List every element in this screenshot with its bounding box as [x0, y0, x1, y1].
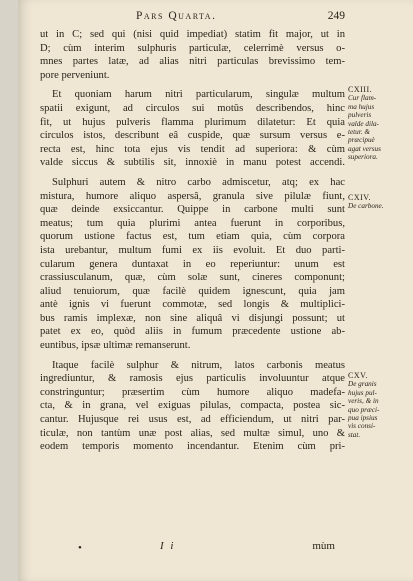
sidenote-line: tetur. &	[348, 128, 370, 137]
text-line: quæ deinde exsiccantur. Quippe in carbone multi sunt	[40, 204, 345, 216]
text-line: cta, & in grana, vel exiguas pilulas, compacta, postea sic-	[40, 400, 345, 412]
sidenote-cxiii	[348, 86, 410, 162]
text-line: fit, ut hujus pulveris flamma plurimum dilatetur: Et quia	[40, 116, 345, 128]
text-line: bus ramis implexæ, non sine aliquâ vi disjungi possunt; ut	[40, 312, 345, 324]
paragraph	[40, 88, 345, 170]
sidenote-line: hujus pul-	[348, 388, 377, 397]
sidenote-line: præcipuè	[348, 136, 375, 145]
text-line: quorum ustione factus est, tum etiam quia, cùm corpora	[40, 231, 345, 243]
signature-mark: I i	[160, 540, 176, 552]
book-page	[18, 0, 413, 581]
sidenote-cxv	[348, 372, 410, 439]
text-line: euntibus, ipsæ ultimæ remanserunt.	[40, 340, 191, 352]
text-line: Et quoniam harum nitri particularum, singulæ multum	[52, 89, 345, 101]
page-header	[40, 10, 345, 24]
sidenote-line: quo præci-	[348, 405, 380, 414]
running-title: Pars Quarta.	[136, 10, 217, 22]
text-line: spatii exigunt, ad circulos sui motûs describendos, hinc	[40, 102, 345, 114]
sidenote-line: De carbone.	[348, 202, 384, 211]
text-line: antè ignis vi fuerunt commotæ, sed longis & multiplici-	[40, 299, 345, 311]
sidenote-cxiv	[348, 194, 410, 211]
text-line: D; cùm interim sulphuris particulæ, celerrimè versus o-	[40, 42, 345, 54]
text-line: meatus; tum quia plurimi antea fuerunt in corporibus,	[40, 217, 345, 229]
sidenote-line: ma hujus	[348, 102, 375, 111]
text-line: cantur. Hujusque rei usus est, ad efficiendum, ut nitri par-	[40, 414, 345, 426]
sidenote-section-number: CXIII.	[348, 85, 373, 94]
text-line: constringuntur; præsertim cùm humore aliquo madefa-	[40, 386, 345, 398]
page-footer	[40, 540, 345, 554]
sidenote-section-number: CXIV.	[348, 193, 372, 202]
sidenote-line: veris, & in	[348, 397, 379, 406]
sidenote-line: Cur flam-	[348, 94, 377, 103]
sidenote-line: vis consi-	[348, 422, 376, 431]
text-line: Sulphuri autem & nitro carbo admiscetur, atq; ex hac	[52, 176, 345, 188]
body-text	[40, 28, 345, 454]
page-number: 249	[327, 10, 345, 22]
sidenote-line: pulveris	[348, 111, 372, 120]
text-line: ista urebantur, multum fumi ex iis evoluit. Et duo parti-	[40, 244, 345, 256]
catchword: mùm	[312, 540, 335, 552]
text-line: circulos istos, describunt eâ cuspide, quæ sursum versus e-	[40, 130, 345, 142]
text-line: mnes partes latæ, ad alias nitri particulas brevissimo tem-	[40, 56, 345, 68]
text-line: patet ex eo, quòd aliis in fumum præcedente ustione ab-	[40, 326, 345, 338]
text-line: ut in C; sed qui (nisi quid impediat) statim fit major, ut in	[40, 29, 345, 40]
sidenote-line: agat versus	[348, 144, 381, 153]
text-line: aliud tenuiorum, quæ facilè quidem ignescunt, quia jam	[40, 285, 345, 297]
sidenote-line: pua ipsius	[348, 414, 378, 423]
text-line: crassiusculanum, quæ, cùm solæ sunt, cineres componunt;	[40, 272, 345, 284]
text-line: recta est, hinc tota ejus vis tendit ad superiora: & cùm	[40, 143, 345, 155]
sidenote-section-number: CXV.	[348, 371, 368, 380]
text-line: mistura, humore aliquo aspersâ, granula sive pilulæ fiunt,	[40, 190, 345, 202]
text-line: pore perveniunt.	[40, 69, 110, 81]
paragraph	[40, 359, 345, 454]
paragraph	[40, 176, 345, 353]
text-line: ticulæ, non tantùm unæ post alias, sed multæ simul, uno &	[40, 427, 345, 439]
sidenote-line: De granis	[348, 380, 377, 389]
text-line: cularum genera duntaxat in eo reperiuntur: unum est	[40, 258, 345, 270]
sidenote-line: superiora.	[348, 153, 378, 162]
text-line: Itaque facilè sulphur & nitrum, latos carbonis meatus	[52, 359, 345, 371]
paragraph	[40, 28, 345, 82]
text-line: eodem temporis momento incendantur. Etenim cùm pri-	[40, 441, 345, 453]
text-line: valde siccus & subtilis sit, innoxiè in manu potest accendi.	[40, 157, 345, 169]
text-line: ingrediuntur, & ramosis ejus particulis involuuntur atque	[40, 373, 345, 385]
footer-dot: •	[78, 542, 82, 554]
sidenote-line: stat.	[348, 430, 361, 439]
sidenote-line: valde dila-	[348, 119, 379, 128]
